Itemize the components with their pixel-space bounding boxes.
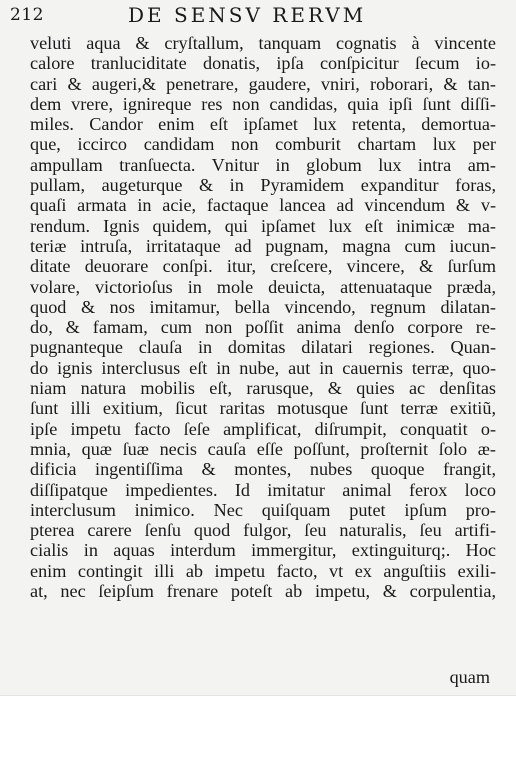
text-line: teriæ intruſa, irritataque ad pugnam, magna cum iucun- (30, 235, 496, 256)
text-line: dem vrere, ignireque res non candidas, quia ipſi ſunt diſſi- (30, 93, 496, 114)
page-number: 212 (10, 5, 44, 25)
text-line: diſſipatque impedientes. Id imitatur animal ferox loco (30, 479, 496, 500)
running-title: DE SENSV RERVM (128, 3, 367, 27)
text-line: volare, victorioſus in mole deuicta, attenuataque præda, (30, 276, 496, 297)
text-line: pterea carere ſenſu quod fulgor, ſeu naturalis, ſeu artifi- (30, 520, 496, 541)
text-line: que, iccirco candidam non comburit chartam lux per (30, 134, 496, 155)
text-line: do, & famam, cum non poſſit anima denſo corpore re- (30, 317, 496, 338)
body-text (30, 33, 496, 601)
text-line: quaſi armata in acie, factaque lancea ad vincendum & v- (30, 195, 496, 216)
page-header (10, 3, 504, 29)
text-line: ditate deuorare conſpi. itur, creſcere, vincere, & ſurſum (30, 256, 496, 277)
text-line: at, nec ſeipſum frenare poteſt ab impetu, & corpulentia, (30, 581, 496, 602)
text-line: ampullam tranſuecta. Vnitur in globum lux intra am- (30, 154, 496, 175)
text-line: enim contingit illi ab impetu facto, vt ex anguſtiis exili- (30, 560, 496, 581)
text-line: calore tranluciditate donatis, ipſa conſpicitur ſecum io- (30, 53, 496, 74)
text-line: niam natura mobilis eſt, rarusque, & quies ac denſitas (30, 378, 496, 399)
text-line: cialis in aquas interdum immergitur, extinguiturq;. Hoc (30, 540, 496, 561)
text-line: pugnanteque clauſa in domitas dilatari regiones. Quan- (30, 337, 496, 358)
text-line: veluti aqua & cryſtallum, tanquam cognatis à vincente (30, 33, 496, 53)
text-line: pullam, augeturque & in Pyramidem expanditur foras, (30, 175, 496, 196)
text-line: interclusum inimico. Nec quiſquam putet ipſum pro- (30, 499, 496, 520)
text-line: mnia, quæ ſuæ necis cauſa eſſe poſſunt, proſternit ſolo æ- (30, 438, 496, 459)
catchword: quam (449, 667, 490, 687)
text-line: dificia ingentiſſima & montes, nubes quoque frangit, (30, 459, 496, 480)
text-line: do ignis interclusus eſt in nube, aut in cauernis terræ, quo- (30, 357, 496, 378)
text-line: ſunt illi exitium, ſicut raritas motusque ſunt terræ exitiũ, (30, 398, 496, 419)
text-line: ipſe impetu facto ſeſe amplificat, diſrumpit, conquatit o- (30, 418, 496, 439)
text-line: quod & nos imitamur, bella vincendo, regnum dilatan- (30, 296, 496, 317)
text-line: rendum. Ignis quidem, qui ipſamet lux eſt inimicæ ma- (30, 215, 496, 236)
text-line: cari & augeri,& penetrare, gaudere, vniri, roborari, & tan- (30, 73, 496, 94)
text-line: miles. Candor enim eſt ipſamet lux retenta, demortua- (30, 114, 496, 135)
